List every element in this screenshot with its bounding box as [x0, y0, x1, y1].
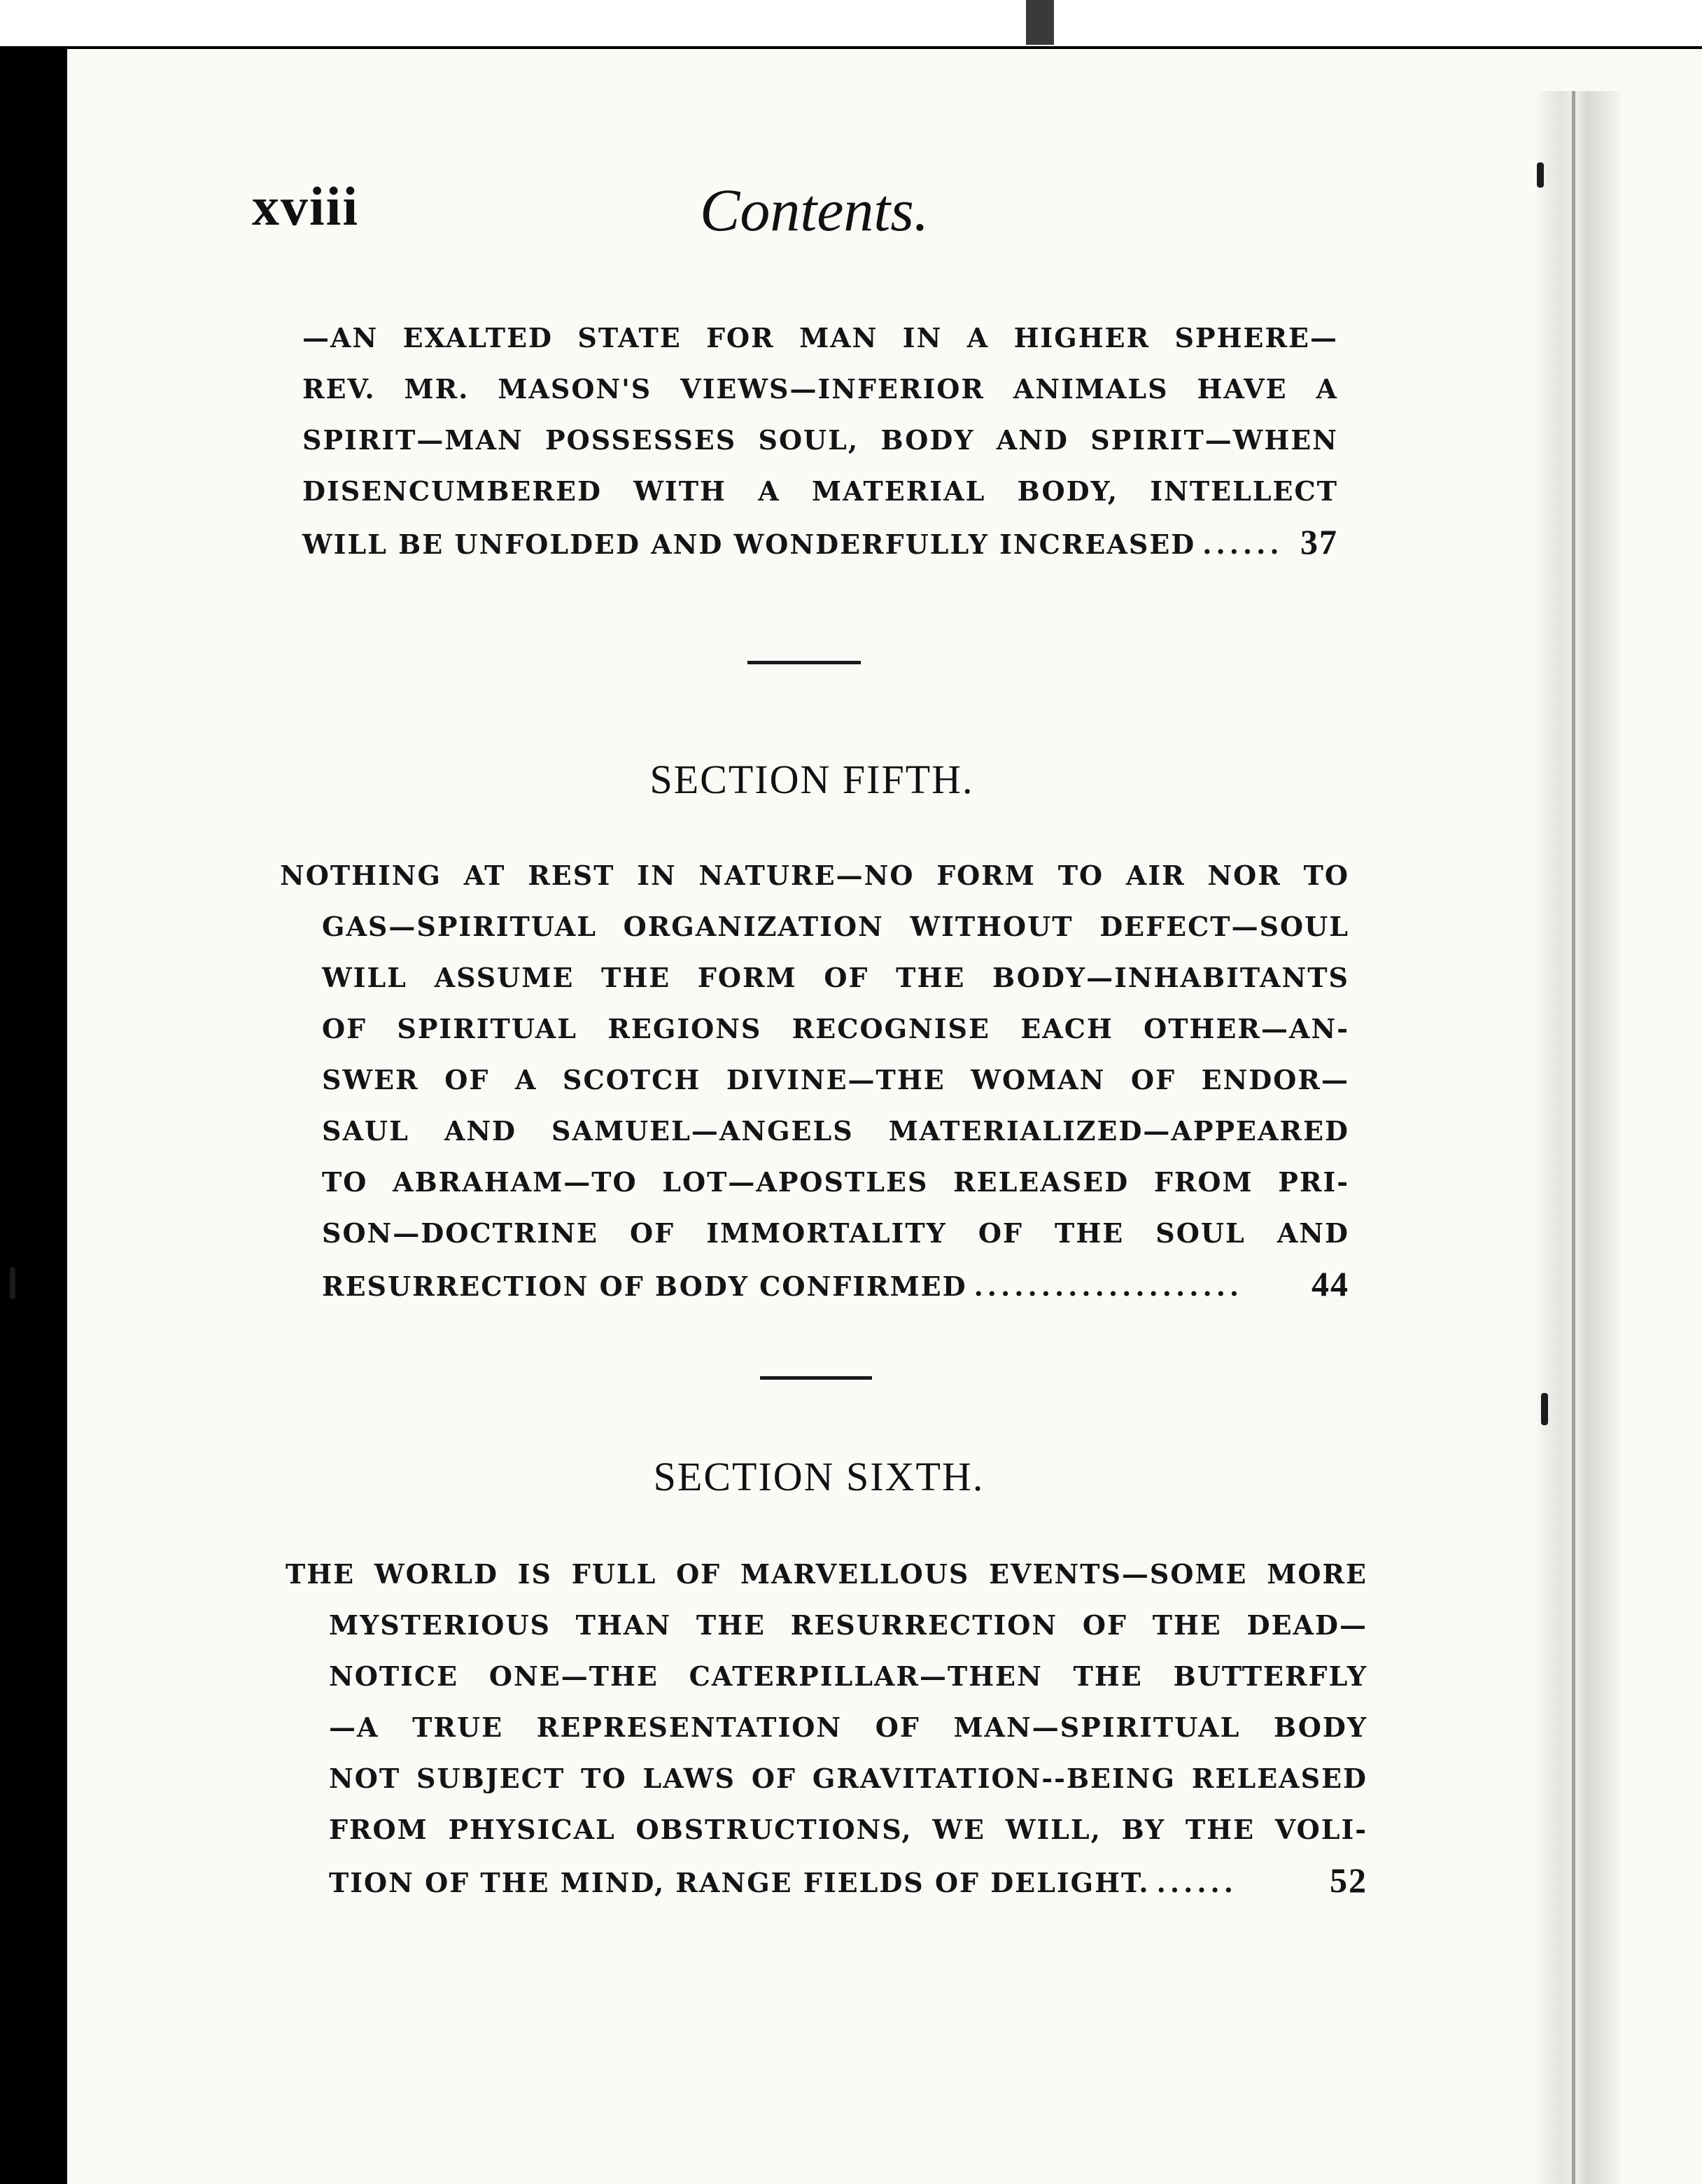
entry-line: FROM PHYSICAL OBSTRUCTIONS, WE WILL, BY THE VOLI- [329, 1814, 1367, 1845]
edge-mark [1537, 162, 1544, 188]
section-divider [747, 661, 861, 664]
scan-top-margin [0, 0, 1702, 46]
entry-line: TO ABRAHAM—TO LOT—APOSTLES RELEASED FROM PRI- [322, 1166, 1349, 1198]
entry-line: REV. MR. MASON'S VIEWS—INFERIOR ANIMALS HAVE A [302, 373, 1338, 405]
entry-line: THE WORLD IS FULL OF MARVELLOUS EVENTS—SOME MORE [286, 1558, 1367, 1590]
contents-entry [302, 312, 1338, 570]
entry-line: DISENCUMBERED WITH A MATERIAL BODY, INTELLECT [302, 475, 1338, 507]
contents-entry [286, 1548, 1367, 1908]
contents-entry [280, 850, 1349, 1312]
entry-line: WILL ASSUME THE FORM OF THE BODY—INHABITANTS [322, 962, 1349, 993]
page-number: xviii [252, 176, 360, 237]
entry-page-number: 44 [1311, 1264, 1349, 1303]
section-heading: SECTION FIFTH. [649, 757, 974, 802]
entry-line: —A TRUE REPRESENTATION OF MAN—SPIRITUAL BODY [329, 1712, 1367, 1743]
section-heading: SECTION SIXTH. [653, 1454, 985, 1499]
entry-line: NOTICE ONE—THE CATERPILLAR—THEN THE BUTTERFLY [329, 1660, 1367, 1692]
section-divider [760, 1376, 872, 1380]
entry-line: SAUL AND SAMUEL—ANGELS MATERIALIZED—APPEARED [322, 1115, 1349, 1147]
entry-line: SON—DOCTRINE OF IMMORTALITY OF THE SOUL AND [322, 1217, 1349, 1249]
entry-line: OF SPIRITUAL REGIONS RECOGNISE EACH OTHER—AN- [322, 1013, 1349, 1044]
dot-leader: ...... [1156, 1867, 1238, 1898]
dot-leader: .................... [973, 1270, 1244, 1302]
entry-line: —AN EXALTED STATE FOR MAN IN A HIGHER SPHERE— [302, 322, 1338, 354]
entry-line: GAS—SPIRITUAL ORGANIZATION WITHOUT DEFECT—SOUL [322, 911, 1349, 942]
dot-leader: ...... [1202, 528, 1283, 560]
page-gutter-shadow [1537, 91, 1621, 2184]
entry-line: SWER OF A SCOTCH DIVINE—THE WOMAN OF ENDOR— [322, 1064, 1349, 1096]
entry-line: NOTHING AT REST IN NATURE—NO FORM TO AIR NOR TO [280, 860, 1349, 891]
edge-mark [10, 1267, 15, 1299]
page-header [252, 175, 1414, 259]
entry-line: TION OF THE MIND, RANGE FIELDS OF DELIGHT. [329, 1867, 1150, 1898]
scan-binding-tab [1026, 0, 1054, 45]
entry-page-number: 52 [1330, 1861, 1367, 1900]
page-gutter-line [1572, 91, 1575, 2184]
running-title: Contents. [700, 176, 929, 244]
entry-page-number: 37 [1300, 522, 1338, 561]
entry-line: MYSTERIOUS THAN THE RESURRECTION OF THE DEAD— [329, 1609, 1367, 1641]
edge-mark [1541, 1393, 1548, 1425]
entry-line: WILL BE UNFOLDED AND WONDERFULLY INCREASED [302, 528, 1196, 560]
entry-line: NOT SUBJECT TO LAWS OF GRAVITATION--BEING RELEASED [329, 1763, 1367, 1794]
entry-line: SPIRIT—MAN POSSESSES SOUL, BODY AND SPIRIT—WHEN [302, 424, 1338, 456]
entry-line: RESURRECTION OF BODY CONFIRMED [322, 1270, 967, 1302]
